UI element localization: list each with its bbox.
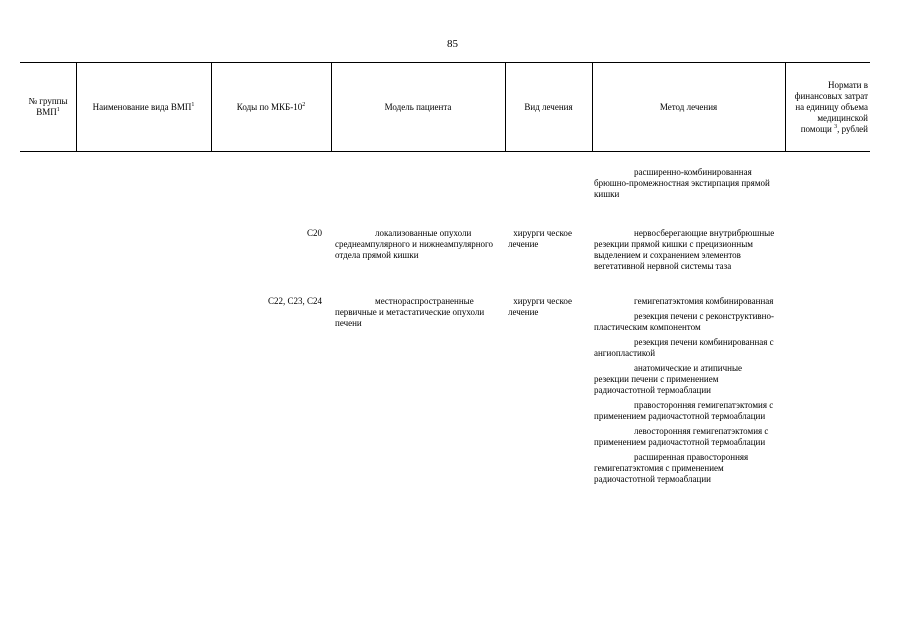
patient-model-cell: локализованные опухоли среднеампулярного и нижнеампулярного отдела прямой кишки xyxy=(335,228,494,260)
method-item: расширенная правосторонняя гемигепатэктомия с применением радиочастотной термоаблации xyxy=(594,452,749,484)
method-item: левосторонняя гемигепатэктомия с применением радиочастотной термоаблации xyxy=(594,426,769,447)
method-item: гемигепатэктомия комбинированная xyxy=(634,296,774,306)
header-group-no: № группы ВМП$^1$ xyxy=(28,96,68,117)
vmp-table xyxy=(20,62,870,152)
method-item: анатомические и атипичные резекции печени с применением радиочастотной термоаблации xyxy=(594,363,742,395)
patient-model-cell: местнораспространенные первичные и метастатические опухоли печени xyxy=(335,296,485,328)
header-vmp-name: Наименование вида ВМП$^1$ xyxy=(92,101,195,112)
icd-code-cell: C22, C23, C24 xyxy=(267,296,322,306)
method-cell xyxy=(594,167,776,204)
treatment-type-cell: хирурги ческое лечение xyxy=(508,228,572,249)
header-treatment-type: Вид лечения xyxy=(524,101,573,112)
method-item: резекция печени с реконструктивно-пластическим компонентом xyxy=(594,311,774,332)
page-number: 85 xyxy=(447,38,458,50)
header-icd-codes: Коды по МКБ-$10^2$ xyxy=(236,101,306,112)
method-cell xyxy=(594,296,776,489)
header-treatment-method: Метод лечения xyxy=(659,101,718,112)
method-item: резекция печени комбинированная с ангиопластикой xyxy=(594,337,774,358)
header-financial-norm: Нормати в финансовых затрат на единицу объема медицинской помощи $^3$, рублей xyxy=(794,79,868,134)
method-item: нервосберегающие внутрибрюшные резекции прямой кишки с прецизионным выделением и сохранением элементов вегетативной нервной системы таза xyxy=(594,228,775,271)
method-item: расширенно-комбинированная брюшно-промежностная экстирпация прямой кишки xyxy=(594,167,770,199)
method-cell xyxy=(594,228,776,276)
icd-code-cell: C20 xyxy=(306,228,322,238)
treatment-type-cell: хирурги ческое лечение xyxy=(508,296,572,317)
method-item: правосторонняя гемигепатэктомия с применением радиочастотной термоаблации xyxy=(594,400,774,421)
header-patient-model: Модель пациента xyxy=(384,101,452,112)
table-header xyxy=(20,62,870,152)
